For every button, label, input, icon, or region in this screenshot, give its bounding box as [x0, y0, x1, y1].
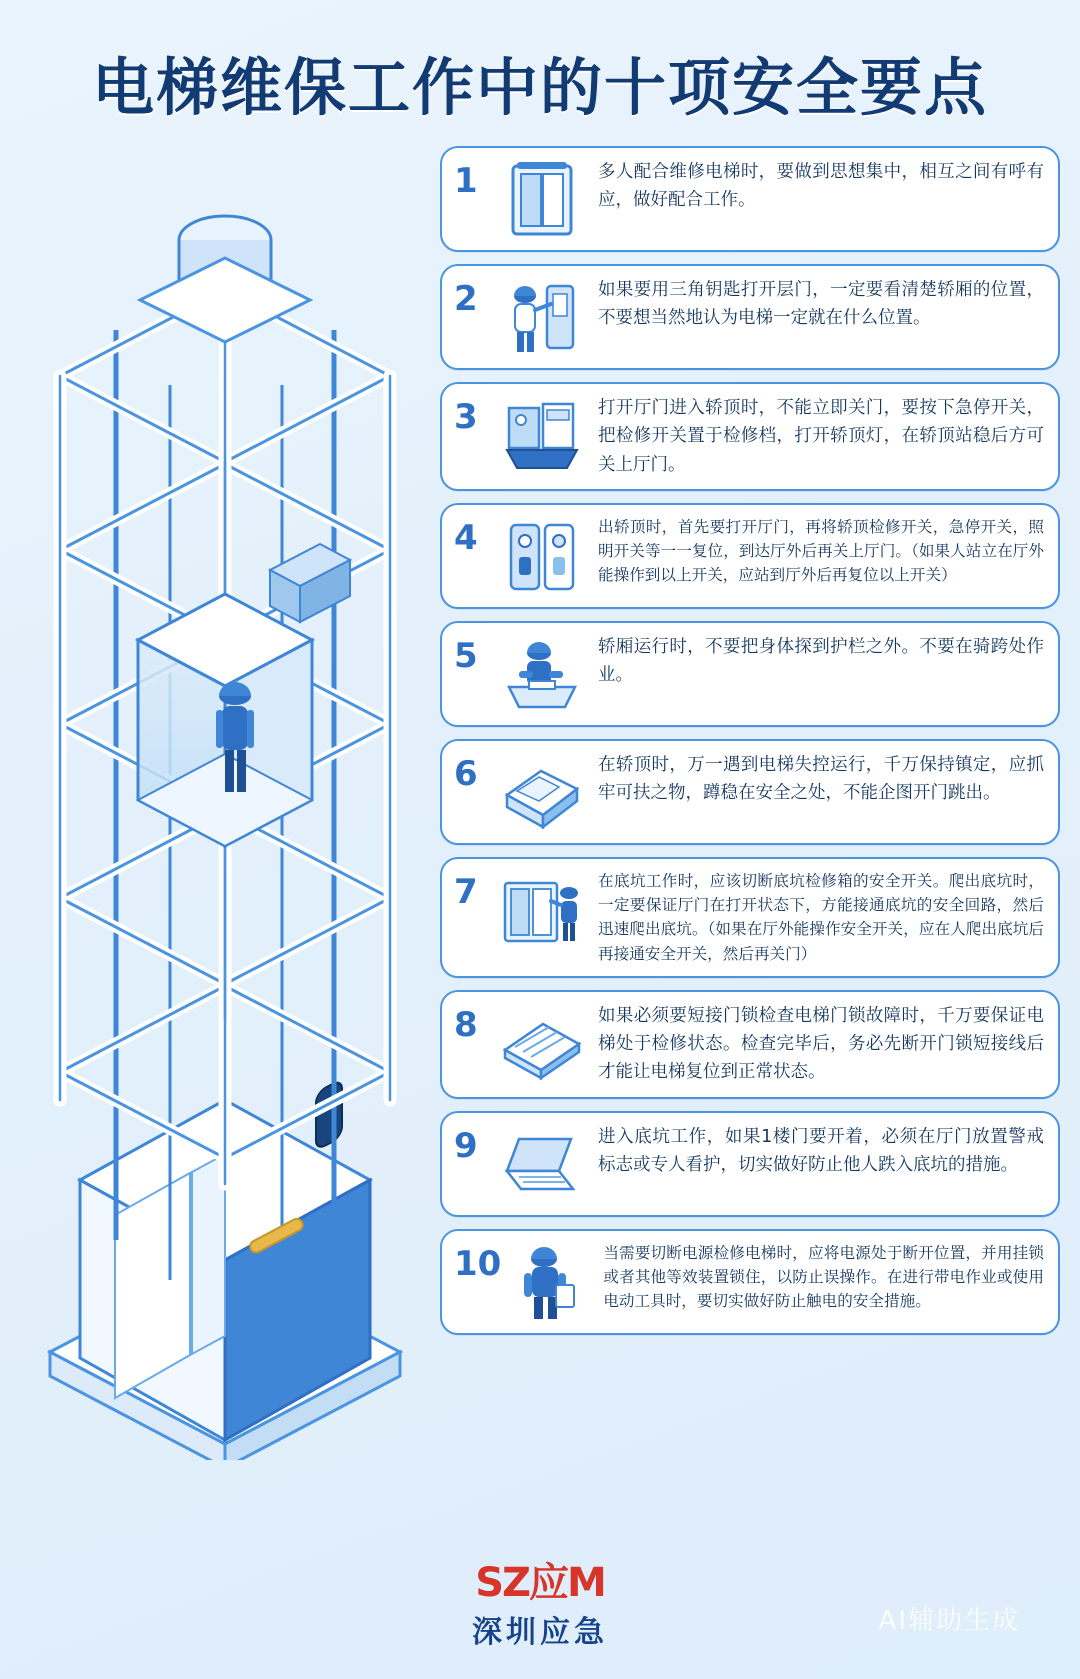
- point-number: 6: [454, 754, 478, 795]
- point-text: 在轿顶时，万一遇到电梯失控运行，千万保持镇定，应抓牢可扶之物，蹲稳在安全之处，不能企图开门跳出。: [598, 755, 1044, 804]
- point-number: 8: [454, 1004, 478, 1045]
- safety-point-7: [440, 857, 1060, 978]
- logo: [472, 1560, 608, 1651]
- pit-door-worker-icon: [496, 871, 588, 951]
- elevator-illustration: [20, 140, 430, 1460]
- watermark: AI辅助生成: [878, 1606, 1020, 1636]
- safety-point-8: [440, 990, 1060, 1099]
- laptop-icon: [496, 1125, 588, 1205]
- worker-on-car-top-icon: [496, 635, 588, 715]
- worker-clipboard-icon: [501, 1243, 593, 1323]
- safety-point-6: [440, 739, 1060, 845]
- safety-point-3: [440, 382, 1060, 491]
- point-text: 进入底坑工作，如果1楼门要开着，必须在厅门放置警戒标志或专人看护，切实做好防止他人跌入底坑的措施。: [598, 1126, 1044, 1176]
- safety-point-2: [440, 264, 1060, 370]
- safety-points-list: [440, 146, 1060, 1347]
- page-title: 电梯维保工作中的十项安全要点: [91, 51, 988, 124]
- point-number: 3: [454, 397, 478, 437]
- elevator-car: [138, 594, 312, 846]
- logo-mark: SZ应M: [475, 1560, 605, 1606]
- point-text: 轿厢运行时，不要把身体探到护栏之外。不要在骑跨处作业。: [598, 637, 1044, 686]
- safety-point-5: [440, 621, 1060, 727]
- point-text: 如果必须要短接门锁检查电梯门锁故障时，千万要保证电梯处于检修状态。检查完毕后，务必先断开门锁短接线后才能让电梯复位到正常状态。: [598, 1005, 1044, 1083]
- point-text: 如果要用三角钥匙打开层门，一定要看清楚轿厢的位置，不要想当然地认为电梯一定就在什么位置。: [598, 280, 1044, 329]
- safety-point-10: [440, 1229, 1060, 1335]
- switch-panel-pair-icon: [496, 517, 588, 597]
- point-number: 10: [454, 1243, 502, 1284]
- safety-point-1: [440, 146, 1060, 252]
- point-number: 4: [454, 518, 478, 559]
- elevator-shaft-svg: [20, 140, 430, 1460]
- logo-text: 深圳应急: [472, 1615, 608, 1650]
- point-text: 多人配合维修电梯时，要做到思想集中，相互之间有呼有应，做好配合工作。: [598, 162, 1044, 211]
- triangle-key-worker-icon: [496, 278, 588, 358]
- point-number: 2: [454, 279, 478, 319]
- point-number: 5: [454, 636, 478, 677]
- point-text: 在底坑工作时，应该切断底坑检修箱的安全开关。爬出底坑时，一定要保证厅门在打开状态下，方能接通底坑的安全回路，然后迅速爬出底坑。（如果在厅外能操作安全开关，应在人爬出底坑后再接通安全开关，然后再关门）: [598, 872, 1044, 963]
- car-top-switch-icon: [496, 396, 588, 476]
- point-number: 9: [454, 1125, 478, 1166]
- point-text: 当需要切断电源检修电梯时，应将电源处于断开位置，并用挂锁或者其他等效装置锁住，以防止误操作。在进行带电作业或使用电动工具时，要切实做好防止触电的安全措施。: [603, 1243, 1044, 1310]
- elevator-door-icon: [496, 160, 588, 240]
- safety-point-9: [440, 1111, 1060, 1217]
- wiring-board-icon: [496, 1004, 588, 1084]
- point-text: 出轿顶时，首先要打开厅门，再将轿顶检修开关，急停开关，照明开关等一一复位，到达厅外后再关上厅门。（如果人站立在厅外能操作到以上开关，应站到厅外后再复位以上开关）: [598, 518, 1044, 585]
- point-number: 7: [454, 872, 478, 913]
- point-text: 打开厅门进入轿顶时，不能立即关门，要按下急停开关，把检修开关置于检修档，打开轿顶灯，在轿顶站稳后方可关上厅门。: [598, 398, 1044, 475]
- open-control-box-icon: [496, 753, 588, 833]
- safety-point-4: [440, 503, 1060, 609]
- point-number: 1: [454, 161, 478, 201]
